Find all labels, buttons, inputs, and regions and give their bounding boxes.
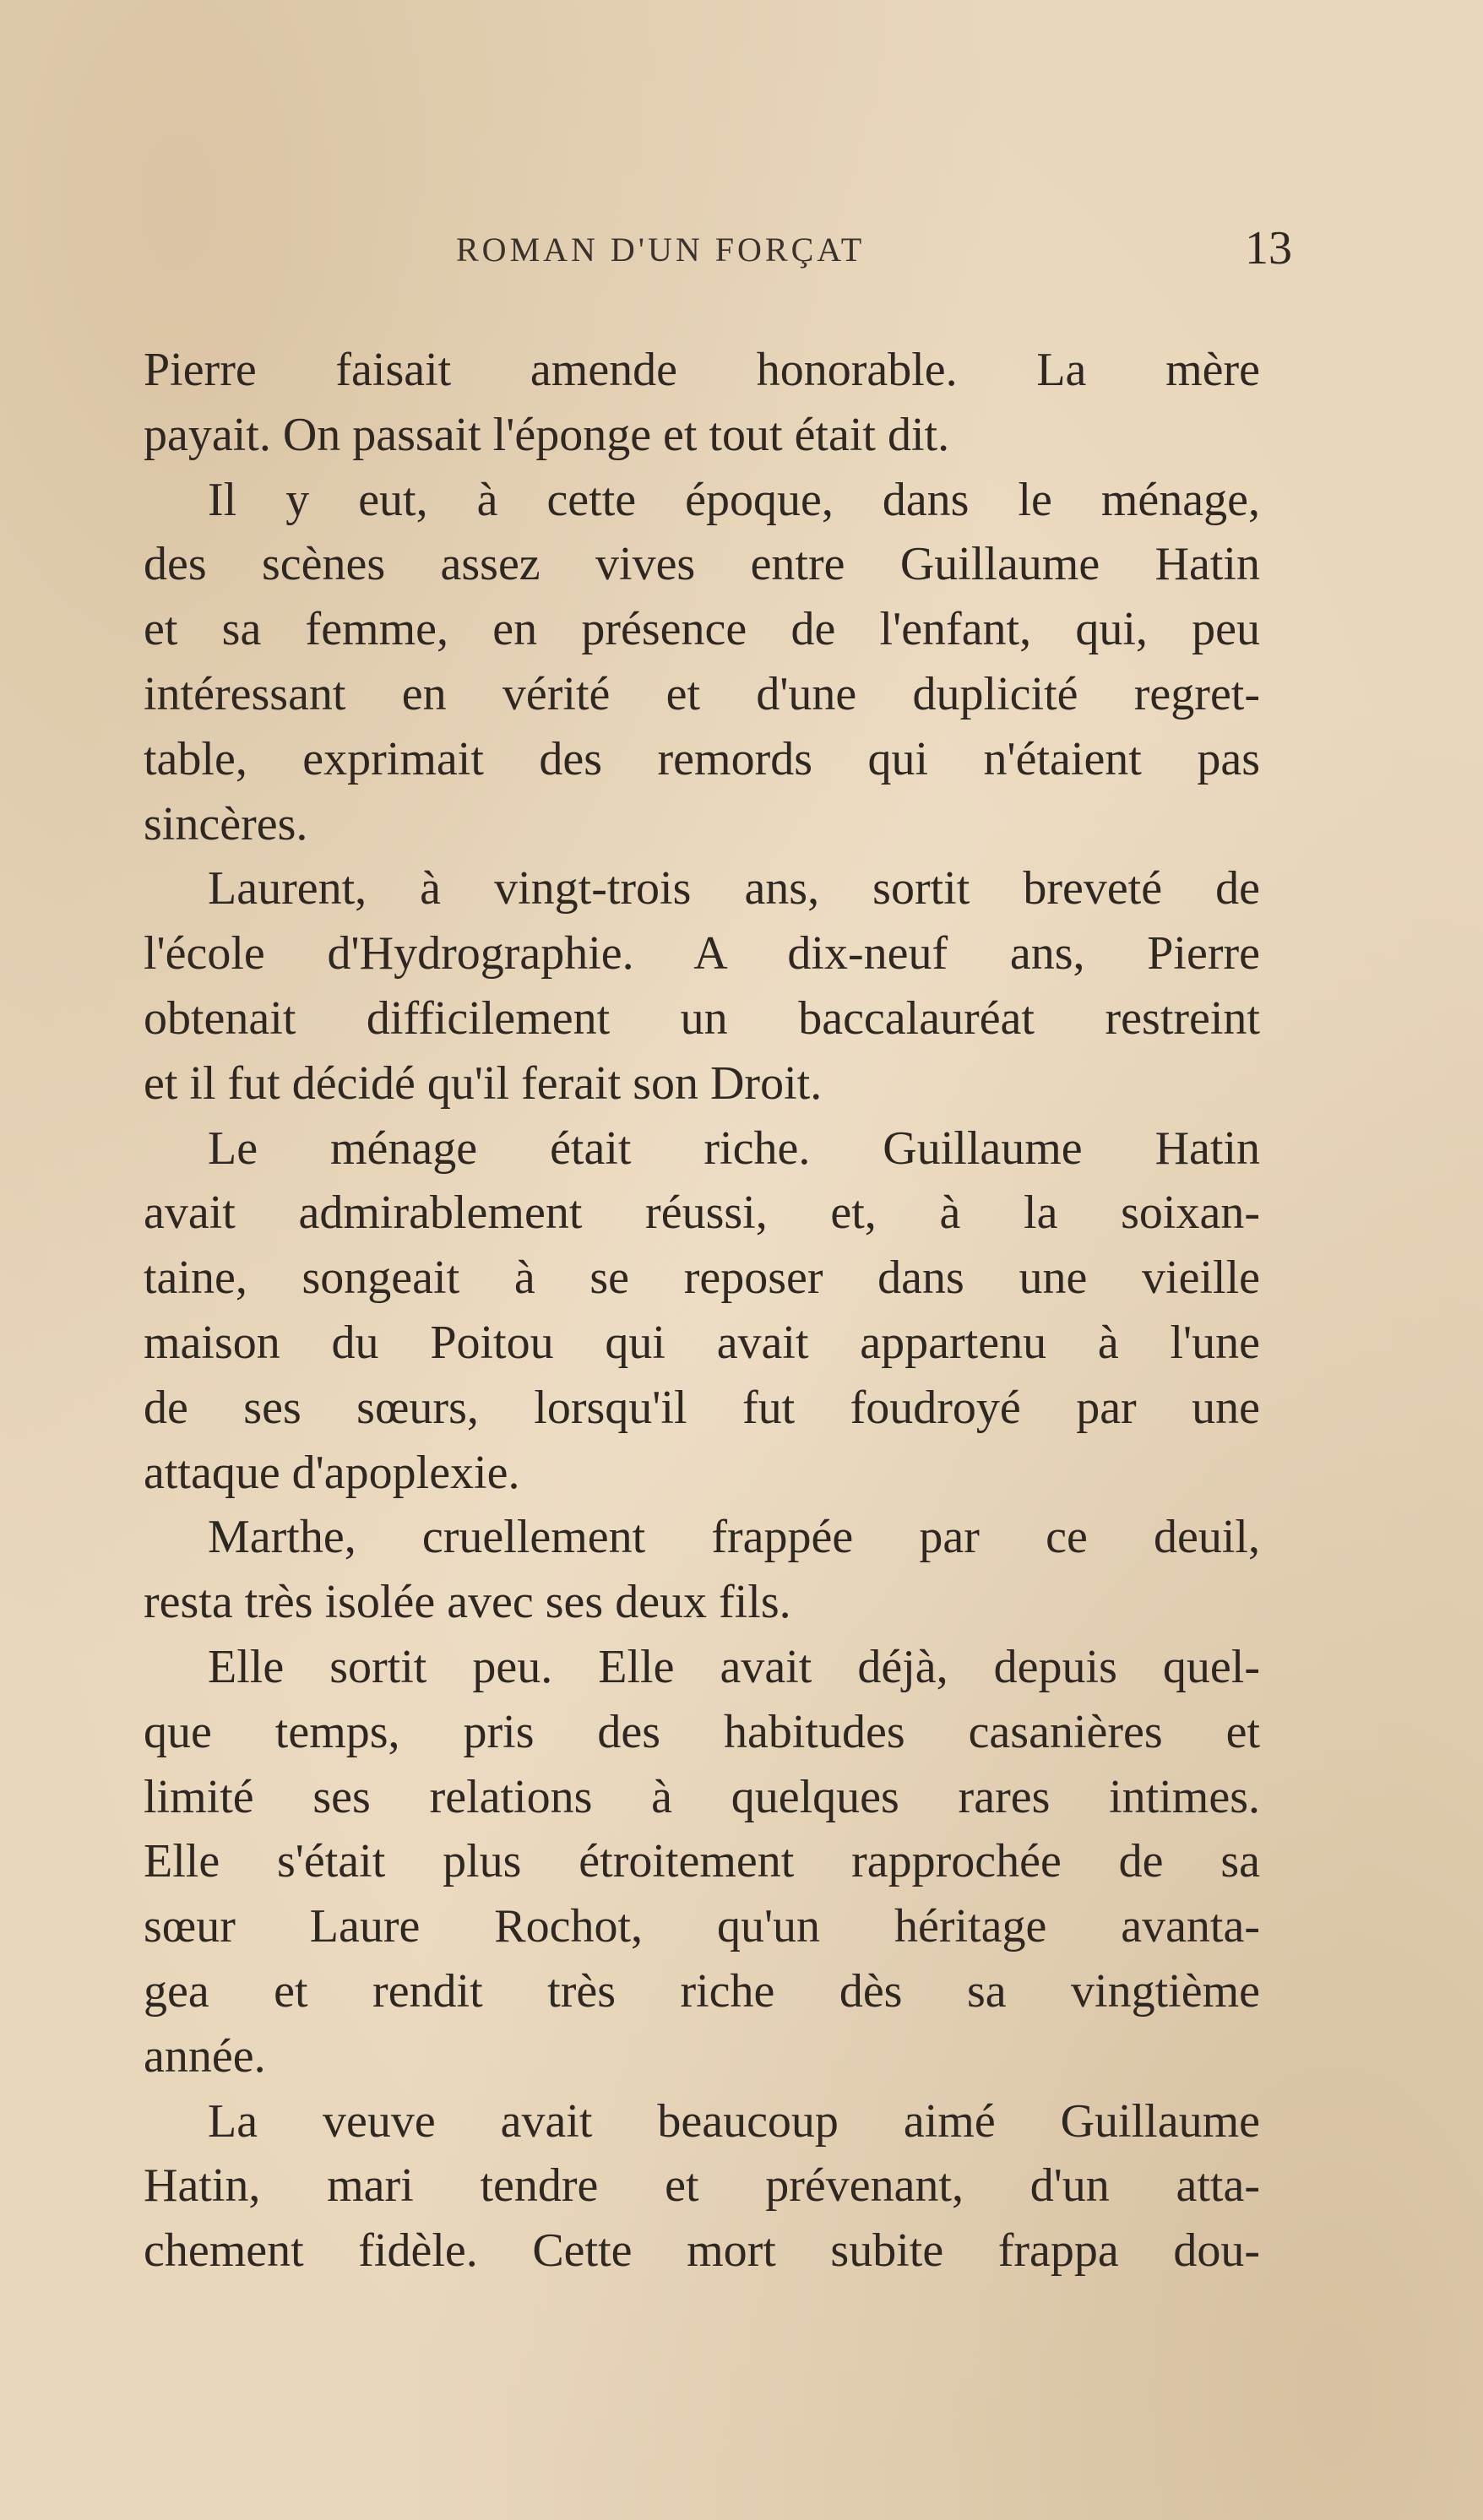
text-line: taine, songeait à se reposer dans une vieille (144, 1252, 1260, 1305)
text-line: et sa femme, en présence de l'enfant, qui, peu (144, 603, 1260, 656)
text-line: payait. On passait l'éponge et tout était dit. (144, 408, 950, 461)
text-line: avait admirablement réussi, et, à la soixan- (144, 1187, 1260, 1240)
text-line: Elle sortit peu. Elle avait déjà, depuis quel- (208, 1640, 1260, 1693)
text-line: de ses sœurs, lorsqu'il fut foudroyé par une (144, 1381, 1260, 1434)
text-line: intéressant en vérité et d'une duplicité regret- (144, 667, 1260, 720)
text-line: Il y eut, à cette époque, dans le ménage, (208, 473, 1260, 526)
page-number: 13 (1245, 222, 1292, 274)
text-line: Le ménage était riche. Guillaume Hatin (208, 1122, 1260, 1175)
body-text (144, 338, 1260, 2284)
running-head (144, 221, 1292, 272)
text-line: attaque d'apoplexie. (144, 1446, 520, 1499)
text-line: maison du Poitou qui avait appartenu à l'une (144, 1316, 1260, 1369)
text-line: Elle s'était plus étroitement rapprochée de sa (144, 1835, 1260, 1888)
text-line: que temps, pris des habitudes casanières et (144, 1705, 1260, 1758)
text-line: sincères. (144, 797, 308, 850)
text-line: obtenait difficilement un baccalauréat restreint (144, 991, 1260, 1045)
text-line: resta très isolée avec ses deux fils. (144, 1576, 791, 1629)
text-line: chement fidèle. Cette mort subite frappa dou- (144, 2224, 1260, 2278)
text-line: limité ses relations à quelques rares intimes. (144, 1770, 1260, 1823)
text-line: La veuve avait beaucoup aimé Guillaume (208, 2094, 1260, 2148)
text-line: année. (144, 2029, 266, 2083)
text-line: Hatin, mari tendre et prévenant, d'un atta- (144, 2159, 1260, 2213)
text-line: et il fut décidé qu'il ferait son Droit. (144, 1056, 823, 1110)
text-line: sœur Laure Rochot, qu'un héritage avanta- (144, 1900, 1260, 1953)
running-title: ROMAN D'UN FORÇAT (456, 231, 866, 269)
text-line: des scènes assez vives entre Guillaume Hatin (144, 538, 1260, 591)
text-line: Marthe, cruellement frappée par ce deuil, (208, 1511, 1260, 1564)
text-line: Laurent, à vingt-trois ans, sortit breveté de (208, 862, 1260, 915)
text-line: geа et rendit très riche dès sa vingtième (144, 1964, 1260, 2018)
text-line: l'école d'Hydrographie. A dix-neuf ans, Pierre (144, 927, 1260, 980)
text-line: Pierre faisait amende honorable. La mère (144, 344, 1260, 396)
text-line: table, exprimait des remords qui n'étaient pas (144, 732, 1260, 785)
